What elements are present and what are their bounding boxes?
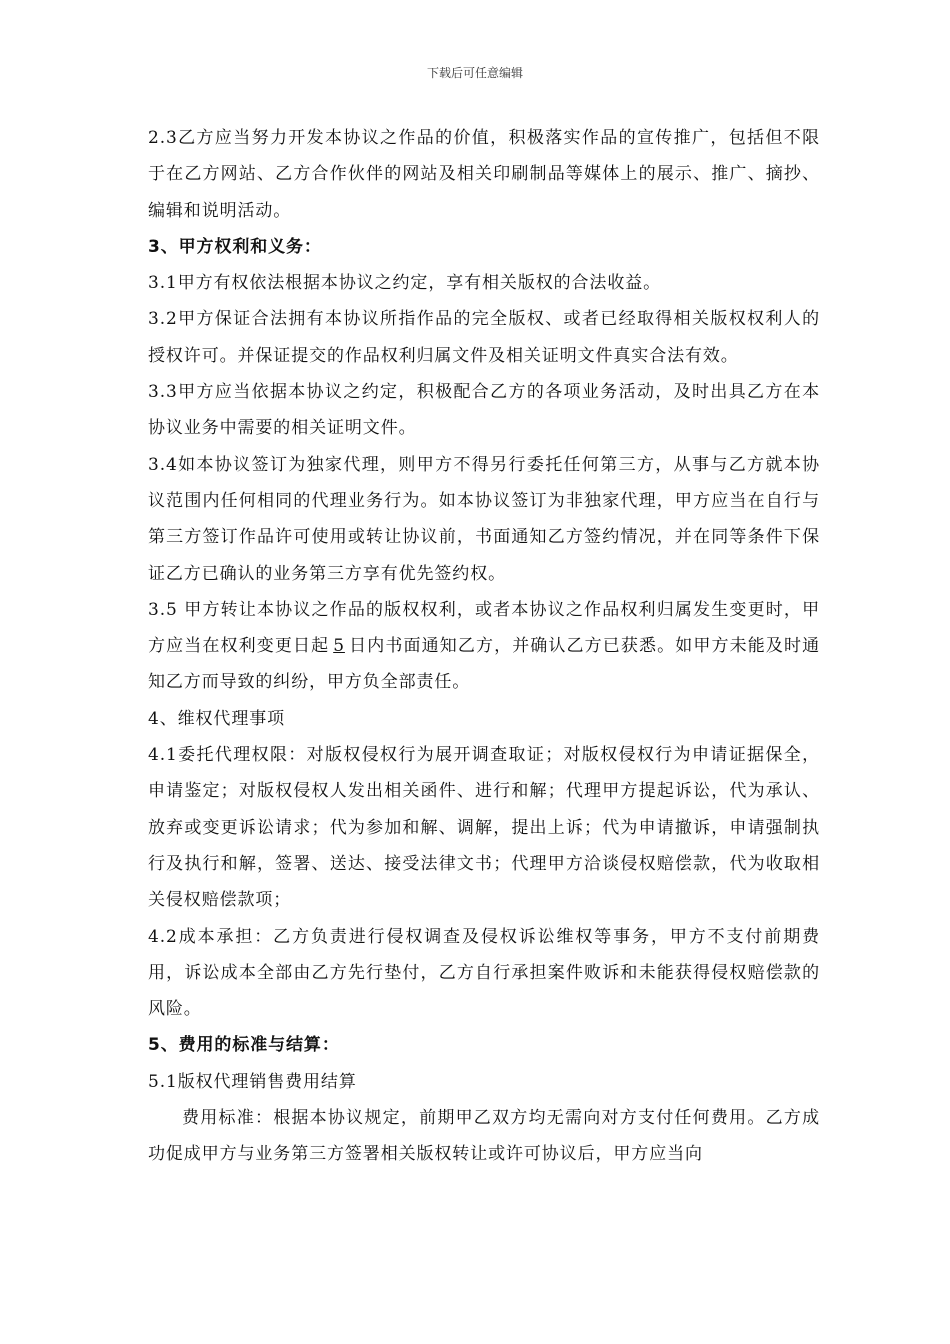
document-body: [148, 120, 820, 1173]
page-header: 下载后可任意编辑: [426, 66, 523, 80]
clause-5-1: 5.1版权代理销售费用结算: [148, 1071, 357, 1092]
section-4-heading: 4、维权代理事项: [148, 708, 286, 729]
notice-days-value: 5: [333, 636, 345, 657]
clause-3-5-text-before: 3.5 甲方转让本协议之作品的版权权利，或者本协议之作品权利归属发生变更时，甲方应当在权利变更日起: [148, 599, 820, 657]
clause-3-3: 3.3甲方应当依据本协议之约定，积极配合乙方的各项业务活动，及时出具乙方在本协议业务中需要的相关证明文件。: [148, 382, 820, 439]
clause-3-1: 3.1甲方有权依法根据本协议之约定，享有相关版权的合法收益。: [148, 273, 662, 294]
clause-3-5: [148, 592, 820, 701]
clause-2-3: 2.3乙方应当努力开发本协议之作品的价值，积极落实作品的宣传推广，包括但不限于在乙方网站、乙方合作伙伴的网站及相关印刷制品等媒体上的展示、推广、摘抄、编辑和说明活动。: [148, 128, 820, 221]
section-3-heading: 3、甲方权利和义务：: [148, 236, 322, 257]
clause-3-4: 3.4如本协议签订为独家代理，则甲方不得另行委托任何第三方，从事与乙方就本协议范围内任何相同的代理业务行为。如本协议签订为非独家代理，甲方应当在自行与第三方签订作品许可使用或转让协议前，书面通知乙方签约情况，并在同等条件下保证乙方已确认的业务第三方享有优先签约权。: [148, 454, 820, 584]
clause-3-5-text-after: 日内书面通知乙方，并确认乙方已获悉。如甲方未能及时通知乙方而导致的纠纷，甲方负全部责任。: [148, 636, 820, 693]
section-5-heading: 5、费用的标准与结算：: [148, 1035, 340, 1056]
clause-5-1-fee-standard: 费用标准：根据本协议规定，前期甲乙双方均无需向对方支付任何费用。乙方成功促成甲方与业务第三方签署相关版权转让或许可协议后，甲方应当向: [148, 1108, 820, 1165]
clause-4-1: 4.1委托代理权限：对版权侵权行为展开调查取证；对版权侵权行为申请证据保全，申请鉴定；对版权侵权人发出相关函件、进行和解；代理甲方提起诉讼，代为承认、放弃或变更诉讼请求；代为参加和解、调解，提出上诉；代为申请撤诉，申请强制执行及执行和解，签署、送达、接受法律文书；代理甲方洽谈侵权赔偿款，代为收取相关侵权赔偿款项；: [148, 745, 820, 911]
clause-4-2: 4.2成本承担：乙方负责进行侵权调查及侵权诉讼维权等事务，甲方不支付前期费用，诉讼成本全部由乙方先行垫付，乙方自行承担案件败诉和未能获得侵权赔偿款的风险。: [148, 926, 820, 1020]
clause-3-2: 3.2甲方保证合法拥有本协议所指作品的完全版权、或者已经取得相关版权权利人的授权许可。并保证提交的作品权利归属文件及相关证明文件真实合法有效。: [148, 309, 820, 366]
